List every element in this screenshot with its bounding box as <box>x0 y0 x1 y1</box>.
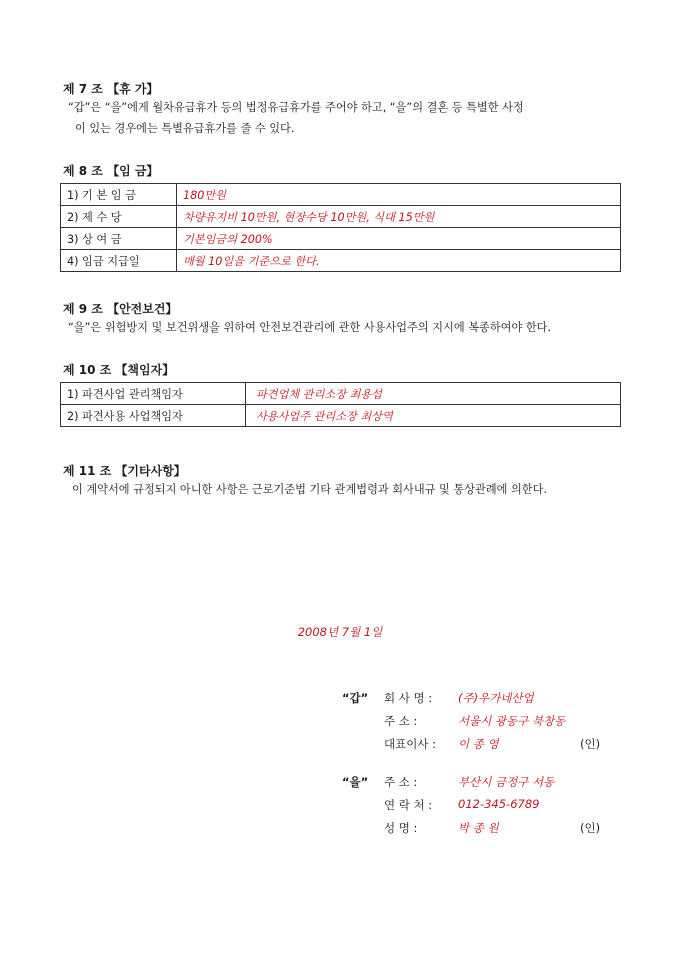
wage-label: 1) 기 본 임 금 <box>61 184 177 206</box>
wage-label: 3) 상 여 금 <box>61 228 177 250</box>
article-9-text <box>66 317 626 338</box>
manager-value: 사용사업주 관리소장 최상역 <box>246 405 621 427</box>
party-a-company-label: 회 사 명 : <box>384 691 433 705</box>
manager-label: 2) 파견사용 사업책임자 <box>61 405 246 427</box>
article-9-line-1: “을”은 위험방지 및 보건위생을 위하여 안전보건관리에 관한 사용사업주의 지시에 복종하여야 한다. <box>68 321 551 334</box>
article-10-heading: 제 10 조 【책임자】 <box>63 363 175 377</box>
party-b-seal: (인) <box>580 821 601 835</box>
wage-table <box>60 183 621 272</box>
article-7-line-1: “갑”은 “을”에게 월차유급휴가 등의 법정유급휴가를 주어야 하고, “을”의 결혼 등 특별한 사정 <box>68 101 524 114</box>
article-7-line-2: 이 있는 경우에는 특별유급휴가를 줄 수 있다. <box>75 122 295 135</box>
wage-value: 기본임금의 200% <box>177 228 621 250</box>
party-a-address-label: 주 소 : <box>384 714 418 728</box>
wage-label: 4) 임금 지급일 <box>61 250 177 272</box>
manager-table <box>60 382 621 427</box>
article-8-heading: 제 8 조 【임 금】 <box>63 164 159 178</box>
party-b-phone-label: 연 락 처 : <box>384 798 433 812</box>
party-b-address-label: 주 소 : <box>384 775 418 789</box>
party-a-rep-label: 대표이사 : <box>384 737 436 751</box>
party-a-rep: 이 종 영 <box>458 737 499 751</box>
party-b-tag: “을” <box>342 775 369 789</box>
table-row <box>61 228 621 250</box>
wage-label: 2) 제 수 당 <box>61 206 177 228</box>
table-row <box>61 383 621 405</box>
table-row <box>61 184 621 206</box>
wage-value: 매월 10일을 기준으로 한다. <box>177 250 621 272</box>
article-11-text <box>66 479 626 500</box>
contract-date: 2008년 7월 1일 <box>297 625 383 639</box>
article-9-heading: 제 9 조 【안전보건】 <box>63 302 178 316</box>
party-a-tag: “갑” <box>342 691 369 705</box>
manager-label: 1) 파견사업 관리책임자 <box>61 383 246 405</box>
party-b-address: 부산시 금정구 서동 <box>458 775 555 789</box>
wage-value: 180만원 <box>177 184 621 206</box>
party-b-name-label: 성 명 : <box>384 821 418 835</box>
party-b-phone: 012-345-6789 <box>458 797 540 811</box>
article-11-line-1: 이 계약서에 규정되지 아니한 사항은 근로기준법 기타 관계법령과 회사내규 및 통상관례에 의한다. <box>72 483 547 496</box>
party-a-address: 서울시 광동구 북창동 <box>458 714 566 728</box>
table-row <box>61 250 621 272</box>
party-a-company: (주)우가네산업 <box>458 691 534 705</box>
article-7-heading: 제 7 조 【휴 가】 <box>63 82 159 96</box>
wage-value: 차량유지비 10만원, 현장수당 10만원, 식대 15만원 <box>177 206 621 228</box>
party-b-name: 박 종 원 <box>458 821 499 835</box>
manager-value: 파견업체 관리소장 최용섭 <box>246 383 621 405</box>
article-11-heading: 제 11 조 【기타사항】 <box>63 464 186 478</box>
table-row <box>61 405 621 427</box>
article-7-text <box>66 97 626 139</box>
party-a-seal: (인) <box>580 737 601 751</box>
table-row <box>61 206 621 228</box>
